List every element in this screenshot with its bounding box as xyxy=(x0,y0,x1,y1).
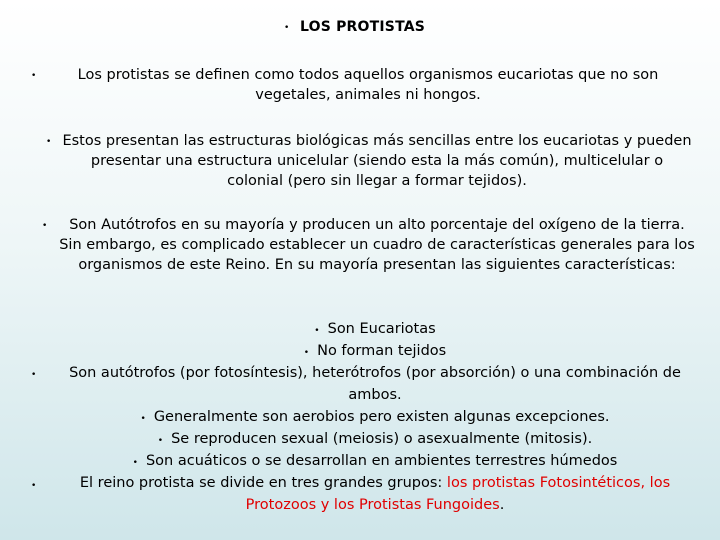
bullet-icon: • xyxy=(46,137,52,147)
paragraph-definition: Los protistas se definen como todos aquellos organismos eucariotas que no son vegetales, animales ni hongos. xyxy=(77,67,659,103)
list-item-end: . xyxy=(499,497,505,513)
bullet-icon: • xyxy=(31,71,37,81)
bullet-icon: • xyxy=(303,348,310,358)
page-title: LOS PROTISTAS xyxy=(300,19,426,35)
list-item xyxy=(48,450,702,472)
list-item-text: Son Eucariotas xyxy=(327,321,436,337)
list-item-text: Se reproducen sexual (meiosis) o asexualmente (mitosis). xyxy=(171,431,593,447)
list-item xyxy=(48,428,702,450)
bullet-icon: • xyxy=(31,481,37,491)
paragraph-characteristics-intro: Son Autótrofos en su mayoría y producen un alto porcentaje del oxígeno de la tierra. Sin embargo, es complicado establecer un cuadro de características generales para los organismos de este Reino. En su mayoría presentan las siguientes características: xyxy=(59,217,695,273)
characteristics-list xyxy=(48,318,702,516)
protist-groups-highlight: los protistas Fotosintéticos, los Protozoos y los Protistas Fungoides xyxy=(245,475,671,513)
bullet-icon: • xyxy=(314,326,320,336)
list-item-groups xyxy=(48,472,702,516)
list-item xyxy=(48,362,702,406)
bullet-icon: • xyxy=(42,221,48,231)
bullet-icon: • xyxy=(157,436,164,446)
list-item-text: Son acuáticos o se desarrollan en ambientes terrestres húmedos xyxy=(145,453,618,469)
list-item-text: Son autótrofos (por fotosíntesis), heterótrofos (por absorción) o una combinación de ambos. xyxy=(69,365,681,403)
bullet-icon: • xyxy=(140,414,146,424)
list-item xyxy=(48,318,702,340)
list-item-text: Generalmente son aerobios pero existen algunas excepciones. xyxy=(153,409,610,425)
bullet-icon: • xyxy=(284,23,290,33)
paragraph-structure: Estos presentan las estructuras biológicas más sencillas entre los eucariotas y pueden presentar una estructura unicelular (siendo esta la más común), multicelular o colonial (pero sin llegar a formar tejidos). xyxy=(62,133,692,189)
bullet-icon: • xyxy=(132,458,138,468)
list-item xyxy=(48,340,702,362)
list-item xyxy=(48,406,702,428)
bullet-icon: • xyxy=(31,370,37,380)
list-item-text: El reino protista se divide en tres grandes grupos: xyxy=(79,475,443,491)
list-item-text: No forman tejidos xyxy=(317,343,447,359)
